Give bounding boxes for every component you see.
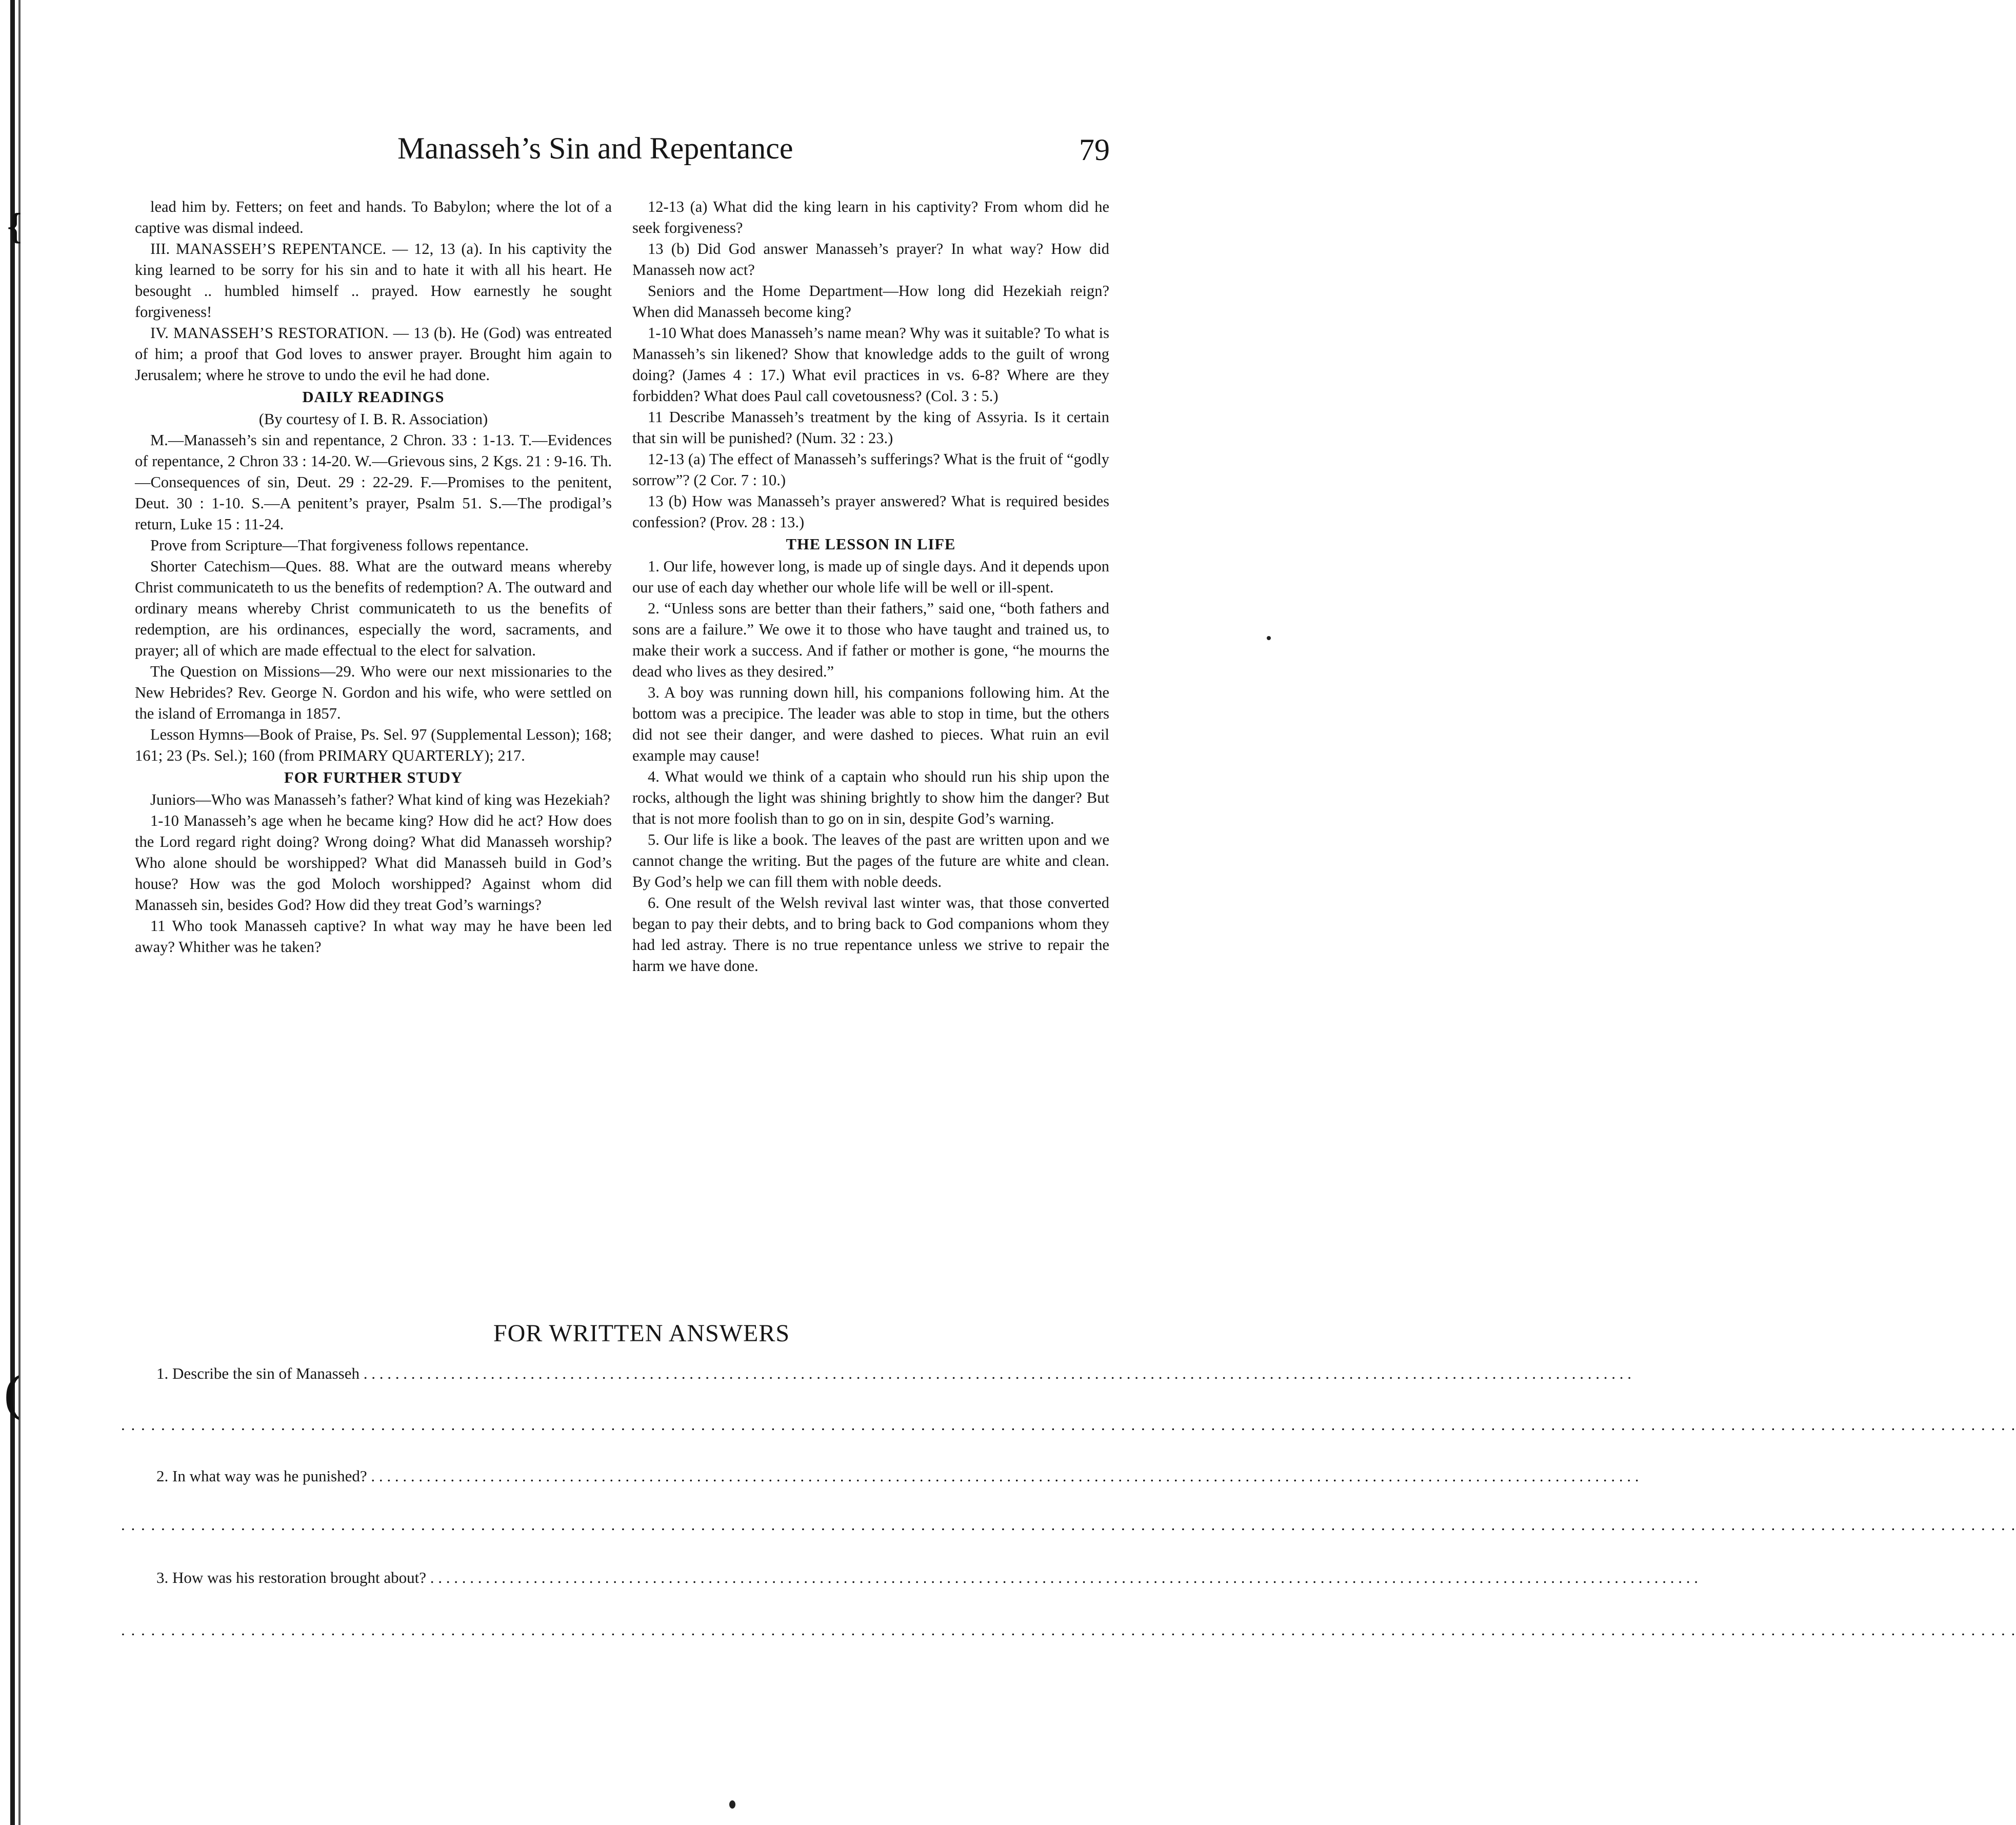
ink-speck xyxy=(1267,636,1271,640)
section-heading: FOR FURTHER STUDY xyxy=(284,769,463,786)
written-question-1: 1. Describe the sin of Manasseh . . . . . . . . . . . . . . . . . . . . . . . . . . . . . . . . . . . . . . . . . . . . . . . . . . . . . . . . . . . . . . . . . . . . . . . . . . . . . . . . . . . . . . . . . . . . . . . . . . . . . . . . . . . . . . . . . . . . . . . . . . . . . . . . . . . . . . . . . . . . . . . . . . . . . . . . . . . . . . . . xyxy=(156,1364,1632,1382)
paragraph: 12-13 (a) The effect of Manasseh’s sufferings? What is the fruit of “godly sorrow”? (2 Cor. 7 : 10.) xyxy=(632,450,1109,489)
paragraph: Prove from Scripture—That forgiveness follows repentance. xyxy=(150,537,529,554)
scan-edge-line xyxy=(18,0,21,1825)
paragraph: M.—Manasseh’s sin and repentance, 2 Chron. 33 : 1-13. T.—Evidences of repentance, 2 Chron 33 : 14-20. W.—Grievous sins, 2 Kgs. 21 : 9-16. Th.—Consequences of sin, Deut. 29 : 22-29. F.—Promises to the penitent, Deut. 30 : 1-10. S.—A penitent’s prayer, Psalm 51. S.—The prodigal’s return, Luke 15 : 11-24. xyxy=(135,431,612,533)
paragraph: 6. One result of the Welsh revival last winter was, that those converted began to pay their debts, and to bring back to God companions whom they had led astray. There is no true repentance unless we strive to repair the harm we have done. xyxy=(632,894,1109,975)
scan-artifact-mark: ( xyxy=(4,1365,21,1420)
answer-line: . . . . . . . . . . . . . . . . . . . . . . . . . . . . . . . . . . . . . . . . . . . . . . . . . . . . . . . . . . . . . . . . . . . . . . . . . . . . . . . . . . . . . . . . . . . . . . . . . . . . . . . . . . . . . . . . . . . . . . . . . . . . . . . . . . . . . . . . . . . . . . . . . . . . . . . . . . . . . . . . . . . . . . . . . . . . . . . . . . . . . . . . . . . . . . xyxy=(121,1621,2016,1639)
paragraph: 11 Describe Manasseh’s treatment by the king of Assyria. Is it certain that sin will be punished? (Num. 32 : 23.) xyxy=(632,408,1109,447)
written-answers-title: FOR WRITTEN ANSWERS xyxy=(493,1320,790,1347)
paragraph: IV. MANASSEH’S RESTORATION. — 13 (b). He (God) was entreated of him; a proof that God loves to answer prayer. Brought him again to Jerusalem; where he strove to undo the evil he had done. xyxy=(135,324,612,384)
paragraph: lead him by. Fetters; on feet and hands. To Babylon; where the lot of a captive was dismal indeed. xyxy=(135,198,612,236)
paragraph: Lesson Hymns—Book of Praise, Ps. Sel. 97 (Supplemental Lesson); 168; 161; 23 (Ps. Sel.); 160 (from PRIMARY QUARTERLY); 217. xyxy=(135,726,612,764)
section-heading: DAILY READINGS xyxy=(302,388,445,406)
paragraph: 13 (b) Did God answer Manasseh’s prayer? In what way? How did Manasseh now act? xyxy=(632,240,1109,279)
paragraph: 3. A boy was running down hill, his companions following him. At the bottom was a precipice. The leader was able to stop in time, but the others did not see their danger, and were dashed to pieces. What ruin an evil example may cause! xyxy=(632,684,1109,764)
paragraph: 5. Our life is like a book. The leaves of the past are written upon and we cannot change the writing. But the pages of the future are white and clean. By God’s help we can fill them with noble deeds. xyxy=(632,831,1109,890)
paragraph: 13 (b) How was Manasseh’s prayer answered? What is required besides confession? (Prov. 28 : 13.) xyxy=(632,492,1109,531)
scan-artifact-mark: { xyxy=(7,206,22,247)
paragraph: 2. “Unless sons are better than their fathers,” said one, “both fathers and sons are a failure.” We owe it to those who have taught and trained us, to make their work a success. And if father or mother is gone, “he mourns the dead who lives as they desired.” xyxy=(632,600,1109,680)
answer-line: . . . . . . . . . . . . . . . . . . . . . . . . . . . . . . . . . . . . . . . . . . . . . . . . . . . . . . . . . . . . . . . . . . . . . . . . . . . . . . . . . . . . . . . . . . . . . . . . . . . . . . . . . . . . . . . . . . . . . . . . . . . . . . . . . . . . . . . . . . . . . . . . . . . . . . . . . . . . . . . . . . . . . . . . . . . . . . . . . . . . . . . . . . . . . . xyxy=(121,1516,2016,1534)
page-number: 79 xyxy=(1079,133,1110,167)
paragraph: 1-10 Manasseh’s age when he became king? How did he act? How does the Lord regard right doing? Wrong doing? What did Manasseh worship? Who alone should be worshipped? What did Manasseh build in God’s house? How was the god Moloch worshipped? Against whom did Manasseh sin, besides God? How did they treat God’s warnings? xyxy=(135,812,612,914)
answer-line: . . . . . . . . . . . . . . . . . . . . . . . . . . . . . . . . . . . . . . . . . . . . . . . . . . . . . . . . . . . . . . . . . . . . . . . . . . . . . . . . . . . . . . . . . . . . . . . . . . . . . . . . . . . . . . . . . . . . . . . . . . . . . . . . . . . . . . . . . . . . . . . . . . . . . . . . . . . . . . . . . . . . . . . . . . . . . . . . . . . . . . . . . . . . . . xyxy=(121,1416,2016,1434)
paragraph: Seniors and the Home Department—How long did Hezekiah reign? When did Manasseh become king? xyxy=(632,282,1109,321)
ink-speck xyxy=(729,1800,735,1809)
paragraph: The Question on Missions—29. Who were our next missionaries to the New Hebrides? Rev. George N. Gordon and his wife, who were settled on the island of Erromanga in 1857. xyxy=(135,663,612,722)
section-heading: THE LESSON IN LIFE xyxy=(786,535,956,553)
paragraph: 11 Who took Manasseh captive? In what way may he have been led away? Whither was he taken? xyxy=(135,917,612,956)
paragraph: Shorter Catechism—Ques. 88. What are the outward means whereby Christ communicateth to us the benefits of redemption? A. The outward and ordinary means whereby Christ communicateth to us the benefits of redemption, are his ordinances, especially the word, sacraments, and prayer; all of which are made effectual to the elect for salvation. xyxy=(135,558,612,659)
paragraph: (By courtesy of I. B. R. Association) xyxy=(258,410,488,428)
paragraph: 4. What would we think of a captain who should run his ship upon the rocks, although the light was shining brightly to show him the danger? But that is not more foolish than to go on in sin, despite God’s warning. xyxy=(632,768,1109,827)
left-column xyxy=(135,196,612,958)
scan-edge-bar xyxy=(10,0,15,1825)
paragraph: 1. Our life, however long, is made up of single days. And it depends upon our use of each day whether our whole life will be well or ill-spent. xyxy=(632,558,1109,596)
written-question-2: 2. In what way was he punished? . . . . . . . . . . . . . . . . . . . . . . . . . . . . . . . . . . . . . . . . . . . . . . . . . . . . . . . . . . . . . . . . . . . . . . . . . . . . . . . . . . . . . . . . . . . . . . . . . . . . . . . . . . . . . . . . . . . . . . . . . . . . . . . . . . . . . . . . . . . . . . . . . . . . . . . . . . . . . . . . xyxy=(156,1467,1639,1485)
written-question-3: 3. How was his restoration brought about? . . . . . . . . . . . . . . . . . . . . . . . . . . . . . . . . . . . . . . . . . . . . . . . . . . . . . . . . . . . . . . . . . . . . . . . . . . . . . . . . . . . . . . . . . . . . . . . . . . . . . . . . . . . . . . . . . . . . . . . . . . . . . . . . . . . . . . . . . . . . . . . . . . . . . . . . . . . . . . . . xyxy=(156,1569,1699,1586)
paragraph: III. MANASSEH’S REPENTANCE. — 12, 13 (a). In his captivity the king learned to be sorry for his sin and to hate it with all his heart. He besought .. humbled himself .. prayed. How earnestly he sought forgiveness! xyxy=(135,240,612,321)
paragraph: 12-13 (a) What did the king learn in his captivity? From whom did he seek forgiveness? xyxy=(632,198,1109,236)
page-title: Manasseh’s Sin and Repentance xyxy=(397,131,793,165)
paragraph: Juniors—Who was Manasseh’s father? What kind of king was Hezekiah? xyxy=(150,791,610,808)
paragraph: 1-10 What does Manasseh’s name mean? Why was it suitable? To what is Manasseh’s sin likened? Show that knowledge adds to the guilt of wrong doing? (James 4 : 17.) What evil practices in vs. 6-8? Where are they forbidden? What does Paul call covetousness? (Col. 3 : 5.) xyxy=(632,324,1109,405)
right-column xyxy=(632,196,1109,977)
